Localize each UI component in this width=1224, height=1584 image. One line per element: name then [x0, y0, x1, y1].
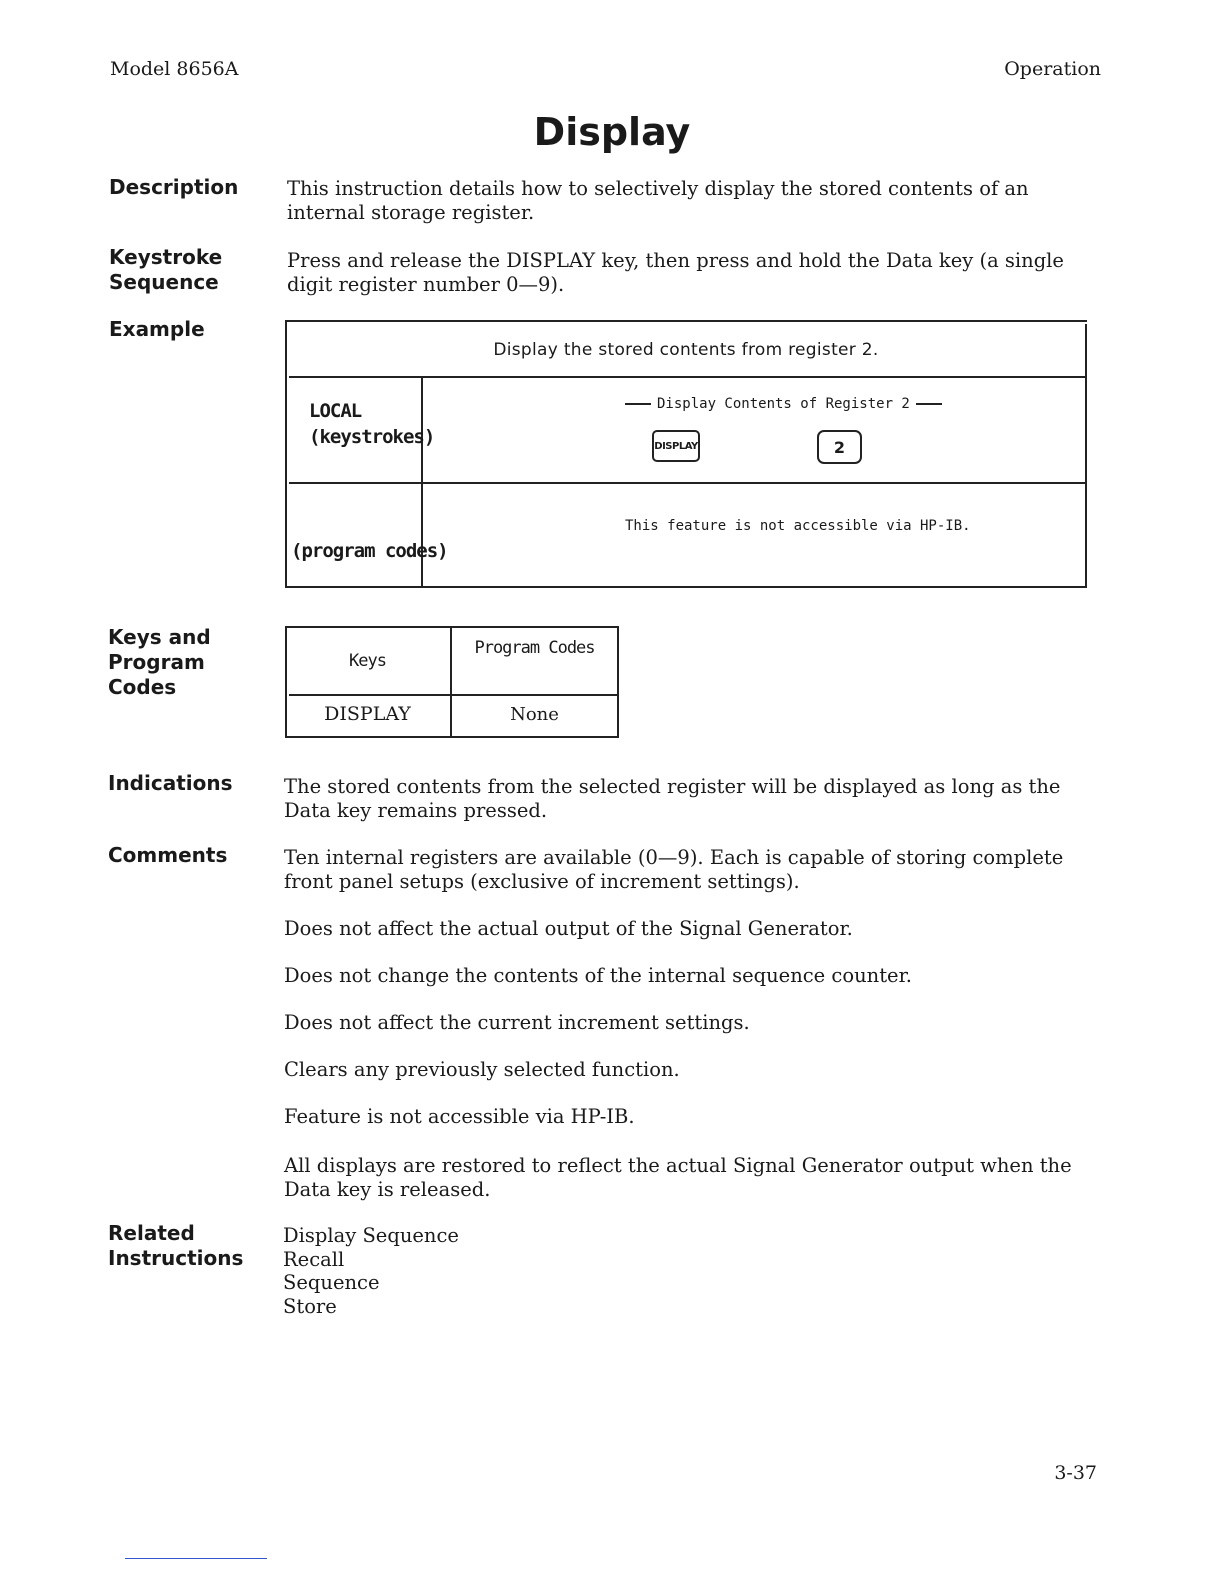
keystroke-sequence-label: [109, 245, 279, 295]
related-item[interactable]: Display Sequence: [283, 1224, 459, 1247]
kc-top-rule: [285, 626, 619, 628]
comments-label: Comments: [108, 843, 228, 867]
keys-codes-label: [108, 625, 278, 700]
example-top-rule: [285, 320, 1087, 322]
description-label: Description: [109, 175, 239, 199]
keystroke-sequence-text: Press and release the DISPLAY key, then press and hold the Data key (a single digit register number 0—9).: [287, 249, 1064, 296]
kc-header-rule: [289, 694, 617, 696]
example-caption: [625, 396, 942, 412]
example-row-rule: [289, 482, 1085, 484]
kc-bottom-rule: [285, 736, 619, 738]
related-label-line1: Related: [108, 1221, 195, 1245]
comment-item: Does not change the contents of the internal sequence counter.: [284, 964, 912, 987]
example-local-sub: (keystrokes): [309, 426, 435, 448]
related-item[interactable]: Sequence: [283, 1271, 380, 1294]
description-text: This instruction details how to selectively display the stored contents of an internal storage register.: [287, 177, 1029, 224]
display-key-icon: DISPLAY: [652, 430, 700, 462]
kc-col-keys: Keys: [349, 651, 386, 671]
keys-codes-label-line1: Keys and: [108, 625, 211, 649]
comment-item: Feature is not accessible via HP-IB.: [284, 1105, 635, 1128]
related-item[interactable]: Store: [283, 1294, 337, 1318]
related-label: [108, 1221, 278, 1271]
related-list: [283, 1224, 683, 1318]
comment-item: Does not affect the actual output of the Signal Generator.: [284, 917, 853, 940]
page-title: Display: [533, 110, 691, 154]
example-left-rule: [285, 320, 287, 588]
keystroke-label-line1: Keystroke: [109, 245, 223, 269]
comment-item: Does not affect the current increment settings.: [284, 1011, 750, 1034]
comment-item: Clears any previously selected function.: [284, 1058, 680, 1081]
caption-right-arrow-icon: [916, 403, 942, 405]
comment-item: All displays are restored to reflect the actual Signal Generator output when the Data key is released.: [284, 1154, 1072, 1201]
caption-left-arrow-icon: [625, 403, 651, 405]
keys-codes-label-line2: Program Codes: [108, 650, 205, 699]
comment-item: Ten internal registers are available (0—9). Each is capable of storing complete front panel setups (exclusive of increment settings).: [284, 846, 1064, 893]
indications-label: Indications: [108, 771, 233, 795]
example-heading: Display the stored contents from register 2.: [493, 340, 879, 360]
example-table: [285, 320, 1087, 588]
example-bottom-rule: [285, 586, 1087, 588]
page-number: 3-37: [1054, 1462, 1097, 1484]
example-heading-rule: [289, 376, 1085, 378]
example-local-label: LOCAL: [309, 400, 362, 422]
header-model: Model 8656A: [110, 58, 239, 80]
example-right-rule: [1085, 324, 1087, 588]
kc-right-rule: [617, 628, 619, 738]
keys-codes-table: [285, 626, 619, 738]
related-item[interactable]: Recall: [283, 1247, 345, 1271]
kc-col-codes: Program Codes: [474, 638, 595, 658]
bottom-link-line: [125, 1558, 267, 1559]
example-program-label: (program codes): [291, 540, 448, 562]
related-label-line2: Instructions: [108, 1246, 244, 1270]
kc-row-code: None: [510, 704, 559, 725]
example-label: Example: [109, 317, 205, 341]
keystroke-label-line2: Sequence: [109, 270, 219, 294]
kc-row-key: DISPLAY: [324, 703, 411, 725]
example-program-text: This feature is not accessible via HP-IB.: [625, 518, 971, 534]
example-caption-text: Display Contents of Register 2: [657, 396, 910, 412]
indications-text: The stored contents from the selected register will be displayed as long as the Data key remains pressed.: [284, 775, 1061, 822]
header-section: Operation: [1004, 58, 1101, 80]
digit-2-key-icon: 2: [817, 430, 862, 464]
